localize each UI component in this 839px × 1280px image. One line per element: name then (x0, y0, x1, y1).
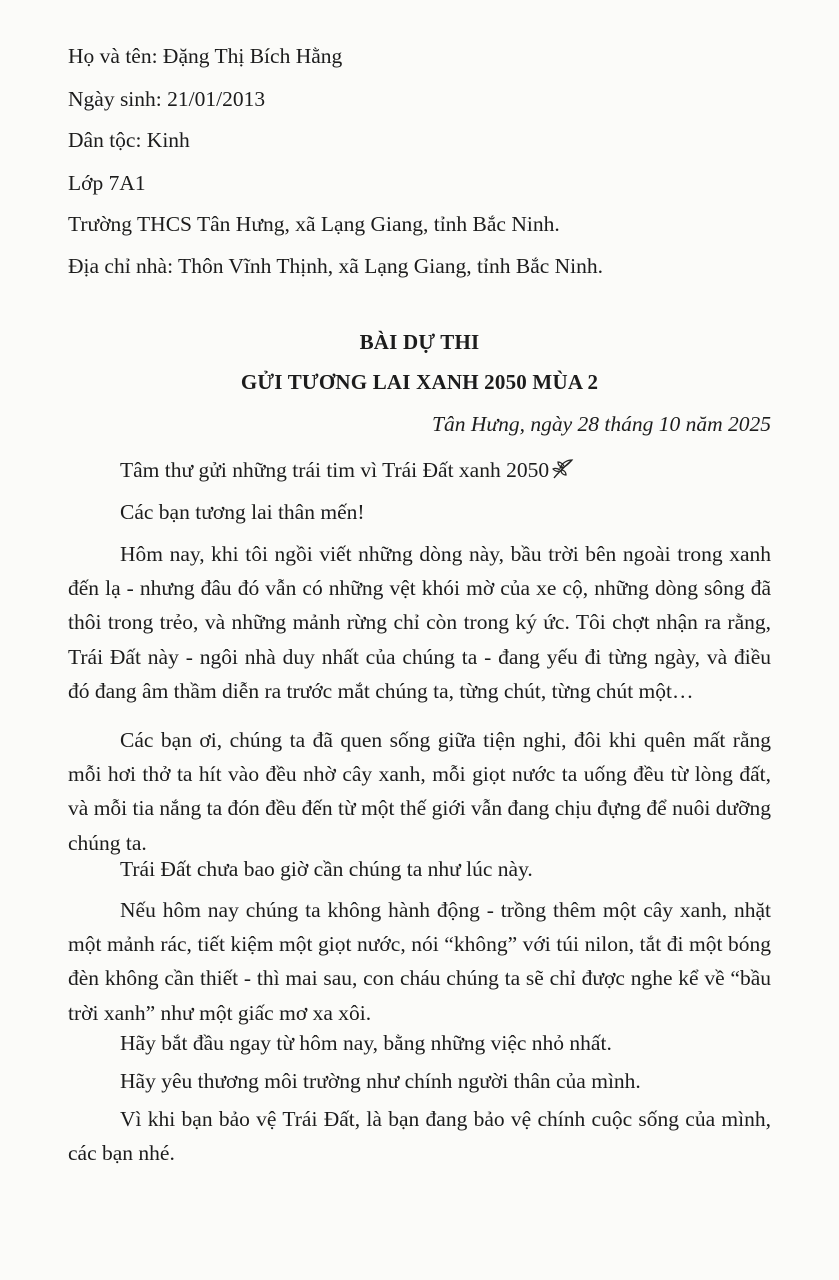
birth-date: Ngày sinh: 21/01/2013 (68, 87, 266, 111)
paragraph-1: Hôm nay, khi tôi ngồi viết những dòng này, bầu trời bên ngoài trong xanh đến lạ - nhưng đâu đó vẫn có những vệt khói mờ của xe cộ, những dòng sông đã thôi trong trẻo, và những mảnh rừng chỉ còn trong ký ức. Tôi chợt nhận ra rằng, Trái Đất này - ngôi nhà duy nhất của chúng ta - đang yếu đi từng ngày, và điều đó đang âm thầm diễn ra trước mắt chúng ta, từng chút, từng chút một… (68, 542, 771, 703)
letter-greeting: Các bạn tương lai thân mến! (120, 500, 365, 524)
letter-subject-text: Tâm thư gửi những trái tim vì Trái Đất xanh 2050 (120, 458, 550, 482)
student-name: Họ và tên: Đặng Thị Bích Hằng (68, 44, 343, 68)
dateline: Tân Hưng, ngày 28 tháng 10 năm 2025 (431, 412, 771, 436)
title-line-2: GỬI TƯƠNG LAI XANH 2050 MÙA 2 (240, 370, 599, 394)
paragraph-4: Nếu hôm nay chúng ta không hành động - trồng thêm một cây xanh, nhặt một mảnh rác, tiết kiệm một giọt nước, nói “không” với túi nilon, tắt đi một bóng đèn không cần thiết - thì mai sau, con cháu chúng ta sẽ chỉ được nghe kể về “bầu trời xanh” như một giấc mơ xa xôi. (68, 898, 771, 1025)
paragraph-7: Vì khi bạn bảo vệ Trái Đất, là bạn đang bảo vệ chính cuộc sống của mình, các bạn nhé. (68, 1107, 771, 1166)
school-name: Trường THCS Tân Hưng, xã Lạng Giang, tỉnh Bắc Ninh. (68, 212, 560, 236)
paragraph-3: Trái Đất chưa bao giờ cần chúng ta như lúc này. (120, 857, 533, 881)
paragraph-2: Các bạn ơi, chúng ta đã quen sống giữa tiện nghi, đôi khi quên mất rằng mỗi hơi thở ta hít vào đều nhờ cây xanh, mỗi giọt nước ta uống đều từ lòng đất, và mỗi tia nắng ta đón đều đến từ một thế giới vẫn đang chịu đựng để nuôi dưỡng chúng ta. (68, 728, 771, 855)
letter-subject (120, 456, 575, 484)
ethnicity: Dân tộc: Kinh (68, 128, 190, 152)
paragraph-5: Hãy bắt đầu ngay từ hôm nay, bằng những việc nhỏ nhất. (120, 1031, 612, 1055)
title-line-1: BÀI DỰ THI (359, 330, 480, 354)
leaf-icon (551, 458, 575, 480)
class-name: Lớp 7A1 (68, 171, 146, 195)
home-address: Địa chỉ nhà: Thôn Vĩnh Thịnh, xã Lạng Giang, tỉnh Bắc Ninh. (68, 254, 604, 278)
paragraph-6: Hãy yêu thương môi trường như chính người thân của mình. (120, 1069, 641, 1093)
